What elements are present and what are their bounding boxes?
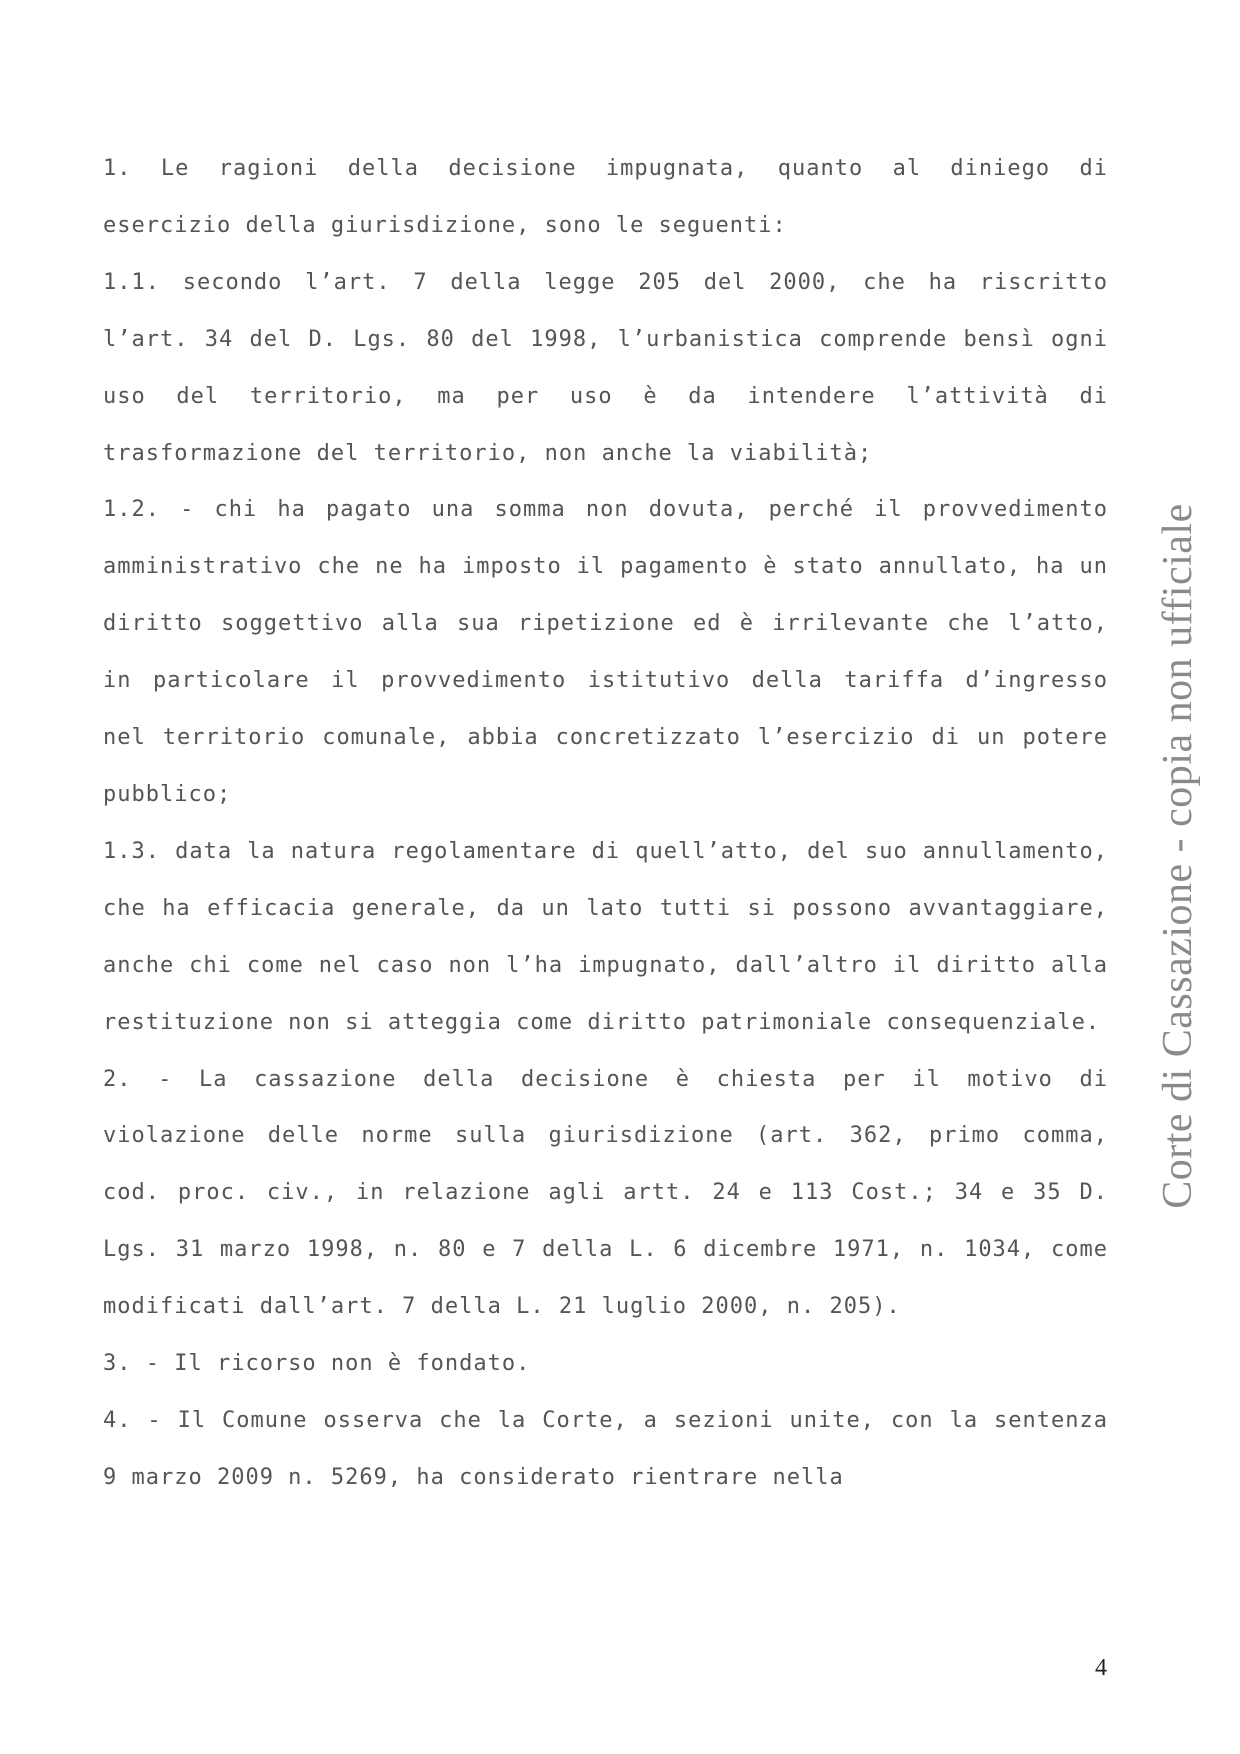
paragraph-2: 2. - La cassazione della decisione è chiesta per il motivo di violazione delle norme sulla giurisdizione (art. 362, primo comma, cod. proc. civ., in relazione agli artt. 24 e 113 Cost.; 34 e 35 D. Lgs. 31 marzo 1998, n. 80 e 7 della L. 6 dicembre 1971, n. 1034, come modificati dall’art. 7 della L. 21 luglio 2000, n. 205).: [103, 1066, 1108, 1320]
page-number: 4: [1095, 1655, 1107, 1681]
document-body: [103, 141, 1108, 1507]
watermark: Corte di Cassazione - copia non ufficiale: [1155, 503, 1201, 1209]
paragraph-1-2: 1.2. - chi ha pagato una somma non dovuta, perché il provvedimento amministrativo che ne ha imposto il pagamento è stato annullato, ha un diritto soggettivo alla sua ripetizione ed è irrilevante che l’atto, in particolare il provvedimento istitutivo della tariffa d’ingresso nel territorio comunale, abbia concretizzato l’esercizio di un potere pubblico;: [103, 497, 1108, 807]
paragraph-1: 1. Le ragioni della decisione impugnata, quanto al diniego di esercizio della giurisdizione, sono le seguenti:: [103, 156, 1108, 238]
paragraph-1-1: 1.1. secondo l’art. 7 della legge 205 del 2000, che ha riscritto l’art. 34 del D. Lgs. 80 del 1998, l’urbanistica comprende bensì ogni uso del territorio, ma per uso è da intendere l’attività di trasformazione del territorio, non anche la viabilità;: [103, 269, 1108, 466]
paragraph-1-3: 1.3. data la natura regolamentare di quell’atto, del suo annullamento, che ha efficacia generale, da un lato tutti si possono avvantaggiare, anche chi come nel caso non l’ha impugnato, dall’altro il diritto alla restituzione non si atteggia come diritto patrimoniale consequenziale.: [103, 838, 1108, 1035]
paragraph-3: 3. - Il ricorso non è fondato.: [103, 1351, 531, 1377]
paragraph-4: 4. - Il Comune osserva che la Corte, a sezioni unite, con la sentenza 9 marzo 2009 n. 5269, ha considerato rientrare nella: [103, 1407, 1108, 1490]
